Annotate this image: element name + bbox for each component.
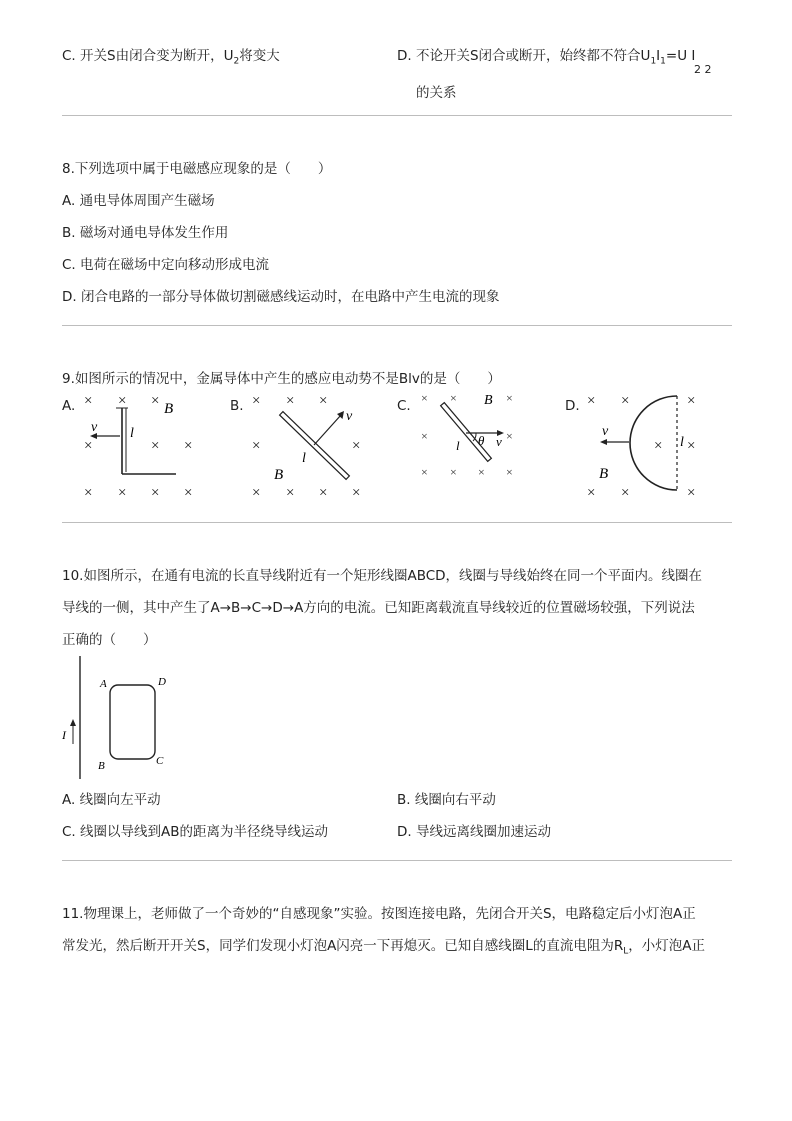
q7-option-d-sub2: 1 xyxy=(660,56,666,67)
cross-mark: × xyxy=(184,485,193,501)
q8-option-d: D. 闭合电路的一部分导体做切割磁感线运动时，在电路中产生电流的现象 xyxy=(62,289,500,305)
label-d: D xyxy=(158,676,166,688)
cross-mark: × xyxy=(319,485,328,501)
arrow-head-icon xyxy=(600,439,607,445)
q9-figure-c xyxy=(416,388,526,503)
tilted-rod xyxy=(283,415,346,476)
q11-line2-end: ，小灯泡A正 xyxy=(628,938,705,954)
q7-option-c xyxy=(62,44,280,67)
divider xyxy=(62,115,732,116)
label-v: v xyxy=(91,420,98,435)
arrow-up-icon xyxy=(70,719,76,726)
q10-stem-line3: 正确的（ ） xyxy=(62,632,157,648)
cross-mark: × xyxy=(352,485,361,501)
q7-option-c-end: 将变大 xyxy=(239,48,280,64)
cross-mark: × xyxy=(506,429,513,443)
cross-mark: × xyxy=(118,485,127,501)
q10-option-c: C. 线圈以导线到AB的距离为半径绕导线运动 xyxy=(62,824,329,840)
q7-option-d-subscripts: 2 2 xyxy=(694,63,712,76)
cross-mark: × xyxy=(252,393,261,409)
cross-mark: × xyxy=(286,393,295,409)
label-b: B xyxy=(274,467,284,483)
divider xyxy=(62,522,732,523)
q10-figure xyxy=(58,652,178,782)
cross-mark: × xyxy=(506,391,513,405)
cross-mark: × xyxy=(421,465,428,479)
q10-stem-line2: 导线的一侧，其中产生了A→B→C→D→A方向的电流。已知距离载流直导线较近的位置磁场较强，下列说法 xyxy=(62,600,695,616)
cross-mark: × xyxy=(587,393,596,409)
q10-option-a: A. 线圈向左平动 xyxy=(62,792,161,808)
label-v: v xyxy=(496,434,502,449)
cross-mark: × xyxy=(151,485,160,501)
divider xyxy=(62,860,732,861)
label-b: B xyxy=(98,760,105,772)
cross-mark: × xyxy=(352,438,361,454)
label-l: l xyxy=(130,426,134,441)
cross-mark: × xyxy=(687,438,696,454)
label-c: C xyxy=(156,755,164,767)
cross-mark: × xyxy=(450,465,457,479)
q10-option-b: B. 线圈向右平动 xyxy=(397,792,496,808)
cross-mark: × xyxy=(421,429,428,443)
cross-mark: × xyxy=(319,393,328,409)
cross-mark: × xyxy=(84,485,93,501)
q7-option-d xyxy=(397,44,695,67)
q11-line2-sub: L xyxy=(623,946,629,957)
q9-figure-d xyxy=(583,388,713,503)
cross-mark: × xyxy=(621,393,630,409)
cross-mark: × xyxy=(252,485,261,501)
cross-mark: × xyxy=(151,393,160,409)
cross-mark: × xyxy=(478,465,485,479)
q7-option-d-text: D. 不论开关S闭合或断开，始终都不符合U xyxy=(397,48,651,64)
cross-mark: × xyxy=(184,438,193,454)
label-l: l xyxy=(680,435,684,450)
cross-mark: × xyxy=(450,391,457,405)
label-i: I xyxy=(62,728,66,742)
q11-line2-text: 常发光，然后断开开关S，同学们发现小灯泡A闪亮一下再熄灭。已知自感线圈L的直流电阻为R xyxy=(62,938,624,954)
label-a: A xyxy=(100,678,107,690)
q7-option-c-sub: 2 xyxy=(233,56,240,67)
label-theta: θ xyxy=(478,433,485,448)
q9-stem: 9.如图所示的情况中，金属导体中产生的感应电动势不是Blv的是（ ） xyxy=(62,371,501,387)
q9-figure-a xyxy=(80,388,200,503)
rectangular-coil xyxy=(110,685,155,759)
cross-mark: × xyxy=(506,465,513,479)
q10-option-d: D. 导线远离线圈加速运动 xyxy=(397,824,551,840)
cross-mark: × xyxy=(621,485,630,501)
q11-line1: 11.物理课上，老师做了一个奇妙的“自感现象”实验。按图连接电路，先闭合开关S，电路稳定后小灯泡A正 xyxy=(62,906,696,922)
q9-label-d: D. xyxy=(565,398,580,414)
q9-label-a: A. xyxy=(62,398,76,414)
q7-option-d-line2: 的关系 xyxy=(416,85,457,101)
cross-mark: × xyxy=(587,485,596,501)
q10-stem-line1: 10.如图所示，在通有电流的长直导线附近有一个矩形线圈ABCD，线圈与导线始终在同一个平面内。线圈在 xyxy=(62,568,703,584)
q7-option-c-text: C. 开关S由闭合变为断开，U xyxy=(62,48,234,64)
q7-option-d-mid: I xyxy=(656,48,661,64)
label-l: l xyxy=(456,438,460,453)
tilted-rod xyxy=(444,406,488,458)
label-b: B xyxy=(164,401,174,417)
q9-label-b: B. xyxy=(230,398,244,414)
q8-option-a: A. 通电导体周围产生磁场 xyxy=(62,193,215,209)
q8-option-c: C. 电荷在磁场中定向移动形成电流 xyxy=(62,257,270,273)
velocity-arrow xyxy=(314,415,341,445)
label-l: l xyxy=(302,451,306,466)
label-v: v xyxy=(346,409,353,424)
cross-mark: × xyxy=(151,438,160,454)
q9-label-c: C. xyxy=(397,398,411,414)
cross-mark: × xyxy=(84,393,93,409)
q11-line2 xyxy=(62,934,705,957)
divider xyxy=(62,325,732,326)
cross-mark: × xyxy=(654,438,663,454)
q8-stem: 8.下列选项中属于电磁感应现象的是（ ） xyxy=(62,161,332,177)
q7-option-d-sub1: 1 xyxy=(650,56,657,67)
cross-mark: × xyxy=(421,391,428,405)
cross-mark: × xyxy=(118,393,127,409)
q8-option-b: B. 磁场对通电导体发生作用 xyxy=(62,225,229,241)
cross-mark: × xyxy=(252,438,261,454)
q9-figure-b xyxy=(248,388,378,503)
label-b: B xyxy=(599,466,609,482)
cross-mark: × xyxy=(687,393,696,409)
label-v: v xyxy=(602,424,609,439)
cross-mark: × xyxy=(286,485,295,501)
label-b: B xyxy=(484,393,493,408)
cross-mark: × xyxy=(84,438,93,454)
q7-option-d-end: =U I xyxy=(665,48,696,64)
cross-mark: × xyxy=(687,485,696,501)
